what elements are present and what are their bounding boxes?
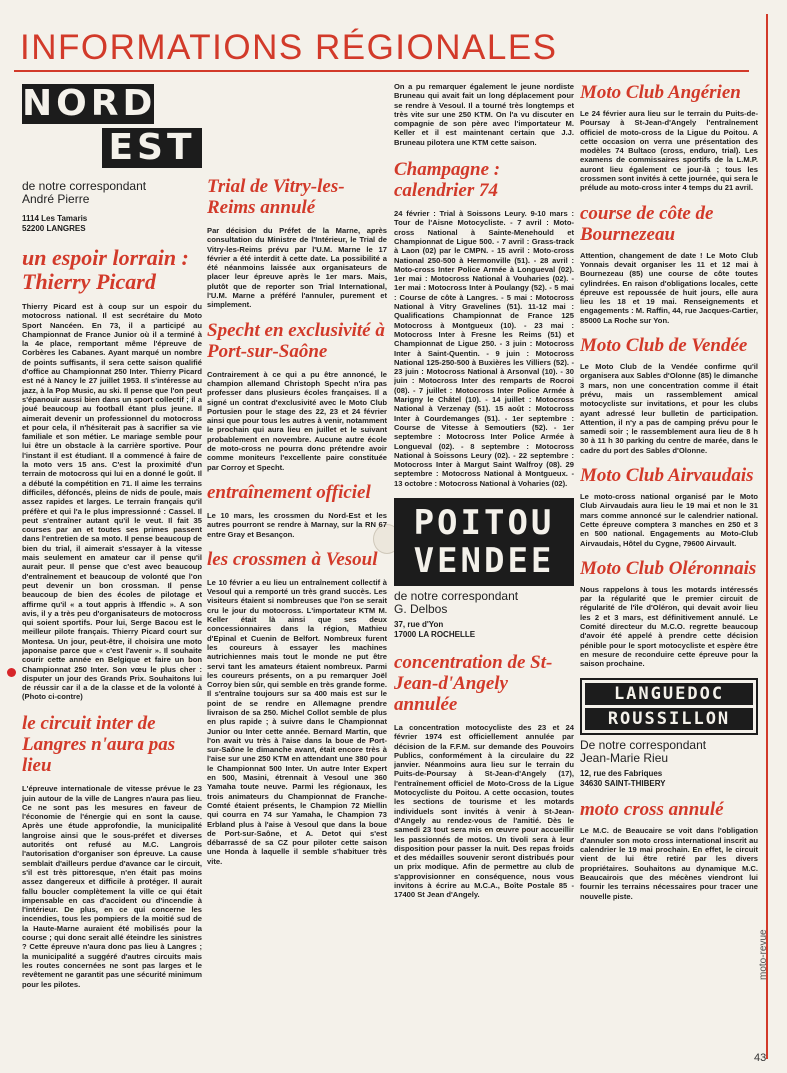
article-champagne — [394, 159, 574, 488]
magazine-name: moto-revue — [758, 929, 769, 980]
logo-line-languedoc: LANGUEDOC — [585, 683, 753, 705]
page-number: 43 — [754, 1052, 767, 1064]
article-body: L'épreuve internationale de vitesse prévue le 23 juin autour de la ville de Langres n'aura pas lieu. Ce ne sont pas les mesures en faveur de l'économie de l'énergie qui en sont la cause. Après une étude approfondie, la municipalité langroise ainsi que le sous-préfet et diverses autorités ont refusé au M.C. Langrois l'autorisation d'organiser son épreuve. La cause semblait d'ailleurs perdue d'avance car le circuit, s'il est très pittoresque, n'en était pas moins assez dangereux et difficile à protéger. Il aurait fallu boucler complètement la ville ce qui était impensable en cas d'accident ou d'incendie à l'intérieur. De plus, en ce qui concerne les incendies, tous les pompiers de la moitié sud de la Haute-Marne auraient été mobilisés pour la course ; qui donc serait allé éteindre les sinistres ? Cette épreuve n'aura donc pas lieu à Langres ; la municipalité a suggéré d'autres circuits mais les routes concernées ne sont pas larges et le revêtement ne garantit pas une sécurité minimum pour les pilotes. — [22, 784, 202, 989]
article-title: Trial de Vitry-les-Reims annulé — [207, 176, 345, 218]
article-specht — [207, 320, 387, 472]
article-body: Le M.C. de Beaucaire se voit dans l'obligation d'annuler son moto cross international inscrit au calendrier le 19 mai prochain. En effet, le circuit vient de lui être retiré par les divers propriétaires. Souhaitons au dynamique M.C. Beaucairois que des mécènes viendront lui fournir les terrains nécessaires pour tracer une nouvelle piste. — [580, 826, 758, 901]
article-title: un espoir lorrain : Thierry Picard — [22, 245, 189, 294]
side-rule — [766, 14, 768, 1059]
column-1 — [22, 82, 202, 1062]
article-title: le circuit inter de Langres n'aura pas lieu — [22, 713, 176, 777]
correspondent-address-2: 17000 LA ROCHELLE — [394, 629, 476, 639]
correspondent-name: Jean-Marie Rieu — [580, 751, 669, 766]
article-title: les crossmen à Vesoul — [207, 548, 378, 570]
article-airvaudais — [580, 465, 758, 548]
logo-line-roussillon: ROUSSILLON — [585, 708, 753, 730]
column-3 — [394, 82, 574, 1062]
languedoc-correspondent — [580, 739, 758, 789]
article-title: concentration de St-Jean-d'Angely annulée — [394, 651, 553, 715]
article-beaucaire — [580, 799, 758, 900]
correspondent-address-1: 37, rue d'Yon — [394, 619, 444, 629]
correspondent-label: De notre correspondant — [580, 738, 707, 753]
red-dot-mark — [7, 668, 16, 677]
article-title: Moto Club de Vendée — [580, 335, 748, 357]
column-4 — [580, 82, 758, 1062]
article-body: La concentration motocycliste des 23 et 24 février 1974 est officiellement annulée par décision de la F.F.M. sur demande des Pouvoirs Publics, conformément à la circulaire du 22 janvier. Néanmoins aura lieu sur le terrain du Puits-de-Poursay à St-Jean-d'Angely (17), l'entraînement officiel de Moto-Cross de la Ligue Motocycliste du Poitou. A cette occasion, toutes les sections de tourisme et les motards individuels sont invités à venir à St-Jean-d'Angely au rendez-vous de l'amitié. Dès le samedi 23 tout sera mis en œuvre pour accueillir les passionnés de motos. Un tivoli sera à leur disposition pour passer la nuit. Des repas froids et des médailles souvenir seront distribués pour un prix modique. Afin de permettre au club de s'approvisionner en conséquence, nous vous invitons à écrire au M.C.A., Boîte Postale 85 - 17400 St Jean d'Angely. — [394, 722, 574, 900]
article-langres — [22, 713, 202, 994]
correspondent-address-2: 52200 LANGRES — [22, 224, 86, 233]
article-title: Champagne : calendrier 74 — [394, 159, 501, 202]
article-vitry — [207, 176, 387, 310]
photo-credit: (Photo ci-contre) — [22, 692, 83, 701]
article-title: Moto Club Angérien — [580, 82, 741, 103]
page-header — [14, 14, 749, 72]
logo-line-vendee: VENDEE — [413, 540, 555, 581]
article-body: Le 10 février a eu lieu un entraînement collectif à Vesoul qui a remporté un très grand succès. Les visiteurs étaient si nombreuses que l'on se serait cru le jour du motocross. L'importateur KTM M. Keller était là ainsi que ses deux concessionnaires dans la région, Mathieu d'Epinal et Cuenin de Belfort. Nombreux furent les coureurs à essayer les machines autrichiennes mais tout le monde ne put être servi tant les amateurs étaient nombreux. Parmi les coureurs présents, on a pu remarquer Joël Corroy bien sûr, qui semble en très grande forme. Il s'entraîne toujours sur sa 400 mais est sur le point de se rendre en Allemagne prendre livraison de sa 250. Michel Collot semble de plus en plus rapide ; à suivre dans le Championnat Junior ou Inter cette année. Bernard Martin, que l'on avait vu très à l'aise dans la boue de Port-sur-Saône le dimanche avant, était encore très à l'aise sur une 250 KTM en attendant une 380 pour le Championnat 500 Inter. Un autre Inter Expert en 500, Masini, étrennait à Vesoul une 360 Yamaha toute neuve. Parmi les régionaux, les trois animateurs du Championnat de Franche-Comté étaient présents, le Champion 72 Miellin qui courra en 74 sur Yamaha, le Champion 73 Erbland plus à l'aise à Vesoul que dans la boue de Port-sur-Saône, et A. Detot qui s'est débarrassé de sa CZ pour piloter cette saison une Honda à laquelle il semble s'habituer très vite. — [207, 577, 387, 866]
article-title: course de côte de Bournezeau — [580, 202, 714, 245]
article-body: Contrairement à ce qui a pu être annoncé, le champion allemand Christoph Specht n'ira pas professer dans plusieurs écoles françaises. Il a signé un contrat d'exclusivité avec le Moto Club Portusien pour le stage des 22, 23 et 24 février ainsi que pour tous les autres à venir, notamment le prochain qui aura lieu en juillet et le suivant probablement en novembre. Aucune autre école de moto-cross ne pourra donc prétendre avoir comme moniteurs l'excellente paire constituée par Corroy et Specht. — [207, 369, 387, 472]
article-body: Thierry Picard est à coup sur un espoir du motocross national. Il est secrétaire du Moto Sport Nancéen. En 73, il a participé au Championnat de France Junior où il a terminé à la 4e place, remportant même l'épreuve de Corbères les Cabanes. Ayant marqué un nombre de points suffisants, il sera cette saison qualifié d'office au Championnat 250 Inter. Thierry Picard est né à Nancy le 27 juillet 1953. Il s'intéresse au jazz, à la Pop Music, au ski. Il pense que l'on peut s'épanouir aussi bien dans un sport collectif ; il a joué beaucoup au football étant plus jeune. Il aimerait devenir un professionnel du motocross et pour cela, il n'hésiterait pas à sacrifier sa vie familiale et son métier. Le mariage semble pour lui être un obstacle à la carrière sportive. Pour l'instant il est étudiant. Il a commencé à faire de la moto vers 15 ans. C'est la proximité d'un terrain de motocross qui lui en a donné le goût. Il a débuté la compétition en 71. Il aime les terrains difficiles, défoncés, pleins de nids de poule, mais assez rapides et larges. Le terrain français qu'il préfère et qui l'a le plus impressionné : Cassel. Il peut s'entraîner autant qu'il le veut. Il fait 35 courses par an et toutes ses primes passent dans l'entretien de sa moto. Il pense beaucoup de bien du trial, il aimerait s'essayer à la vitesse mais seulement en amateur car il pense qu'il aurait peur. Il pense que c'est avec beaucoup d'entraînement et beaucoup de volonté que l'on peut devenir un bon crossman. Il pense beaucoup de bien des écoles de pilotage et affirme qu'il « a tout appris à Iffendic ». A son avis, il y a très peu d'organisateurs de motocross qui soient sportifs. Pour lui, Serge Bacou est le meilleur pilote français. Thierry Picard court sur Montesa. Un jour, peut-être, il choisira une moto japonaise parce que « c'est l'avenir ». Il souhaite courir cette année en Belgique et faire un bon Championnat 250 Inter. Son vœu le plus cher : disputer un jour des Grands Prix. Souhaitons lui de réussir car il a de la classe et de la volonté à — [22, 302, 202, 692]
correspondent-name: G. Delbos — [394, 601, 448, 616]
languedoc-roussillon-logo — [580, 678, 758, 735]
nord-est-correspondent — [22, 180, 202, 234]
poitou-vendee-logo — [394, 498, 574, 586]
correspondent-label: de notre correspondant — [22, 179, 147, 193]
correspondent-address-2: 34630 SAINT-THIBERY — [580, 779, 666, 789]
article-title: Moto Club Airvaudais — [580, 465, 754, 487]
article-bournezeau — [580, 203, 758, 325]
article-body: Nous rappelons à tous les motards intéressés par la régularité que le premier circuit de régularité de l'île d'Oléron, qui devait avoir lieu les 2 et 3 mars, est définitivement annulé. Le Comité directeur du M.C.O. regrette beaucoup d'avoir été appelé à prendre cette décision pénible pour le sport motocycliste et espère être en mesure de reconduire cette épreuve pour la saison prochaine. — [580, 584, 758, 669]
article-espoir — [22, 246, 202, 701]
article-title: Specht en exclusivité à Port-sur-Saône — [207, 319, 385, 362]
column-2 — [207, 82, 387, 1062]
article-title: entraînement officiel — [207, 481, 371, 503]
correspondent-name: André Pierre — [22, 192, 90, 206]
article-vendee — [580, 335, 758, 455]
correspondent-address-1: 12, rue des Fabriques — [580, 769, 663, 779]
logo-line-poitou: POITOU — [413, 502, 555, 543]
article-angerien — [580, 82, 758, 193]
article-title: moto cross annulé — [580, 799, 724, 821]
page-title: INFORMATIONS RÉGIONALES — [20, 28, 558, 67]
article-body: 24 février : Trial à Soissons Leury. 9-10 mars : Tour de l'Aisne Motocycliste. - 7 avril : Moto-cross National à Sainte-Menehould et Championnat de Ligue 500. - 7 avril : Grass-track à Laon (02) par le CMPN. - 15 avril : Moto-cross National 250-500 à Hermonville (51). - 28 avril : Moto-cross Inter Police Armée à Longueval (02). 1er mai : Motocross National à Vouharies (02). - 1er mai : Motocross Inter à Poulangy (52). - 5 mai : Course de côte à Langres. - 5 mai : Motocross National à Vitry Gravelines (51). 11-12 mai : Qualifications Championnat de France 125 Motocross à Montgueux (10). - 23 mai : Motocross Inter à Fresne les Reims (51) et Championnat de Ligue 250. - 3 juin : Motocross Inter à Saint-Quentin. - 9 juin : Motocross National 125-250-500 à Buxières les Villiers (52). - 23 juin : Motocross National à Arsonval (10). - 30 juin : Motocross Inter des remparts de Rocroi (08). - 7 juillet : Motocross Inter Police Armée à Marigny le Châtel (10). - 14 juillet : Motocross National à Verzenay (51). 15 août : Motocross Inter à Courdemanges (51). - 1er septembre : Course de Vitesse à Semoutiers (52). - 1er septembre : Motocross Inter Police Armée à Longueval (02). - 8 septembre : Motocross National à Soissons Leury (02). - 22 septembre : Motocross Inter à Margut Saint Walfroy (08). 29 septembre : Motocross National à Montgueux. - 13 octobre : Motocross National à Voharies (02). — [394, 209, 574, 488]
article-crossmen — [207, 549, 387, 866]
article-body: Le Moto Club de la Vendée confirme qu'il organisera aux Sables d'Olonne (85) le dimanche 3 mars, non une concentration comme il était prévu, mais un rassemblement amical motocycliste sur invitations, et pour les clubs ayant adressé leur bulletin de participation. Attention, il n'y a pas de camping prévu pour le samedi soir ; le rassemblement aura lieu de 8 h 30 à 11 h 30 parking du centre de marée, dans le cadre du port des Sables d'Olonne. — [580, 362, 758, 455]
article-body: Le moto-cross national organisé par le Moto Club Airvaudais aura lieu le 19 mai et non le 31 mars comme annoncé sur le calendrier national. Cette épreuve comptera 3 manches en 250 et 3 en 500 national. Engagements au Moto-Club Airvaudais, Hôtel du Cygne, 79600 Airvault. — [580, 492, 758, 548]
article-body: On a pu remarquer également le jeune nordiste Bruneau qui avait fait un long déplacement pour se rendre à Vesoul. Il a tourné très longtemps et très vite sur une 250 KTM. On l'a vu discuter en compagnie de son père avec l'importateur M. Keller et il est maintenant certain que J.J. Bruneau pilotera une KTM cette saison. — [394, 82, 574, 147]
article-entrainement — [207, 482, 387, 539]
poitou-correspondent — [394, 590, 574, 640]
article-body: Attention, changement de date ! Le Moto Club Yonnais devait organiser les 11 et 12 mai à Bournezeau (85) une course de côte toutes cylindrées. En raison d'obligations locales, cette épreuve est repoussée de huit jours, elle aura lieu les 18 et 19 mai. Renseignements et engagements : M. Raffin, 44, rue Jacques-Cartier, 85000 La Roche sur Yon. — [580, 250, 758, 325]
correspondent-address-1: 1114 Les Tamaris — [22, 214, 88, 223]
article-jean-angely — [394, 652, 574, 900]
article-title: Moto Club Oléronnais — [580, 557, 757, 579]
logo-line-nord: NORD — [22, 83, 157, 124]
article-oleronnais — [580, 558, 758, 669]
correspondent-label: de notre correspondant — [394, 588, 519, 603]
article-body: Le 24 février aura lieu sur le terrain du Puits-de-Poursay à St-Jean-d'Angely l'entraînement officiel de moto-cross de la Ligue du Poitou. A cette occasion on verra une présentation des modèles 74 Bultaco (cross, enduro, trial). Les examens de commissaires sportifs de la L.M.P. auront lieu également ce jour-là ; tous les crossmen sont invités à cette journée, qui sera le prélude au moto-cross inter 4 temps du 21 avril. — [580, 109, 758, 193]
logo-line-est: EST — [102, 128, 202, 168]
article-body: Par décision du Préfet de la Marne, après consultation du Ministre de l'Intérieur, le Trial de Vitry-les-Reims prévu par l'U.M. Marne le 17 février a été interdit à cette date. La possibilité a été néanmoins laissée aux organisateurs de placer leur épreuve après le 1er mars. Mais, plutôt que de reporter son Trial International, l'U.M. Marne a préféré l'annuler, purement et simplement. — [207, 226, 387, 310]
article-bruneau — [394, 82, 574, 147]
article-body: Le 10 mars, les crossmen du Nord-Est et les autres pourront se rendre à Marnay, sur la RN 67 entre Gray et Besançon. — [207, 510, 387, 539]
nord-est-logo — [22, 84, 202, 168]
